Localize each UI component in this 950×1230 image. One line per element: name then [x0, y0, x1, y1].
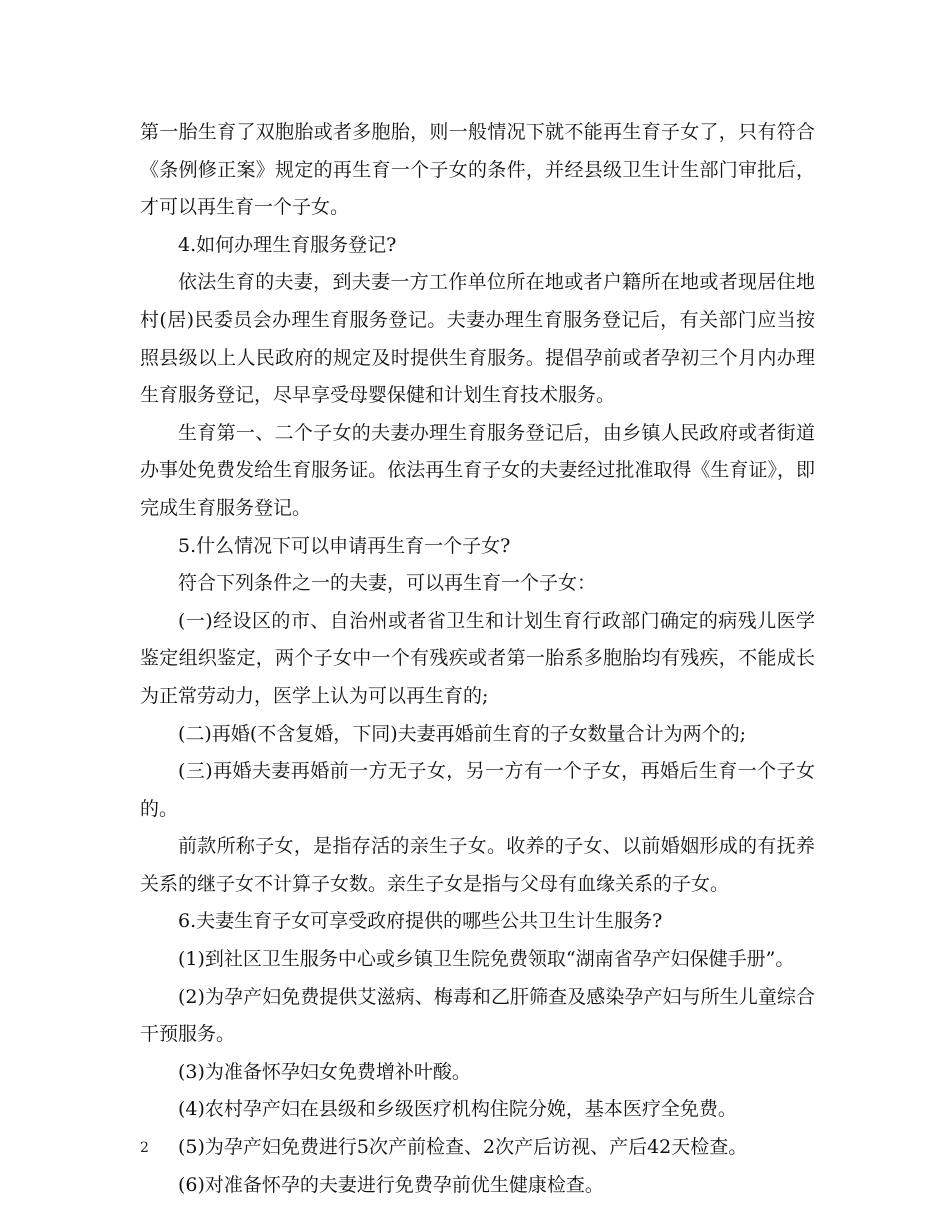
list-item: (6)对准备怀孕的夫妻进行免费孕前优生健康检查。 — [178, 1173, 604, 1196]
list-item: (5)为孕产妇免费进行5次产前检查、2次产后访视、产后42天检查。 — [178, 1136, 748, 1159]
paragraph: 符合下列条件之一的夫妻，可以再生育一个子女： — [178, 572, 597, 595]
list-item: (1)到社区卫生服务中心或乡镇卫生院免费领取“湖南省孕产妇保健手册”。 — [178, 948, 795, 971]
list-item: (二)再婚(不含复婚，下同)夫妻再婚前生育的子女数量合计为两个的; — [178, 722, 747, 745]
list-item: (3)为准备怀孕妇女免费增补叶酸。 — [178, 1060, 471, 1083]
body-text — [140, 114, 815, 1204]
question-heading: 6.夫妻生育子女可享受政府提供的哪些公共卫生计生服务? — [178, 910, 663, 933]
paragraph: 依法生育的夫妻，到夫妻一方工作单位所在地或者户籍所在地或者现居住地村(居)民委员会办理生育服务登记。夫妻办理生育服务登记后，有关部门应当按照县级以上人民政府的规定及时提供生育服务。提倡孕前或者孕初三个月内办理生育服务登记，尽早享受母婴保健和计划生育技术服务。 — [140, 271, 815, 407]
list-item: (三)再婚夫妻再婚前一方无子女，另一方有一个子女，再婚后生育一个子女的。 — [140, 760, 815, 820]
paragraph: 前款所称子女，是指存活的亲生子女。收养的子女、以前婚姻形成的有抚养关系的继子女不计算子女数。亲生子女是指与父母有血缘关系的子女。 — [140, 835, 815, 895]
page-number: 2 — [140, 1140, 149, 1156]
list-item: (一)经设区的市、自治州或者省卫生和计划生育行政部门确定的病残儿医学鉴定组织鉴定，两个子女中一个有残疾或者第一胎系多胞胎均有残疾，不能成长为正常劳动力，医学上认为可以再生育的; — [140, 609, 815, 707]
paragraph: 生育第一、二个子女的夫妻办理生育服务登记后，由乡镇人民政府或者街道办事处免费发给生育服务证。依法再生育子女的夫妻经过批准取得《生育证》，即完成生育服务登记。 — [140, 421, 815, 519]
list-item: (4)农村孕产妇在县级和乡级医疗机构住院分娩，基本医疗全免费。 — [178, 1098, 737, 1121]
question-heading: 5.什么情况下可以申请再生育一个子女? — [178, 534, 511, 557]
question-heading: 4.如何办理生育服务登记? — [178, 233, 397, 256]
paragraph: 第一胎生育了双胞胎或者多胞胎，则一般情况下就不能再生育子女了，只有符合《条例修正案》规定的再生育一个子女的条件，并经县级卫生计生部门审批后，才可以再生育一个子女。 — [140, 121, 815, 219]
list-item: (2)为孕产妇免费提供艾滋病、梅毒和乙肝筛查及感染孕产妇与所生儿童综合干预服务。 — [140, 985, 815, 1046]
